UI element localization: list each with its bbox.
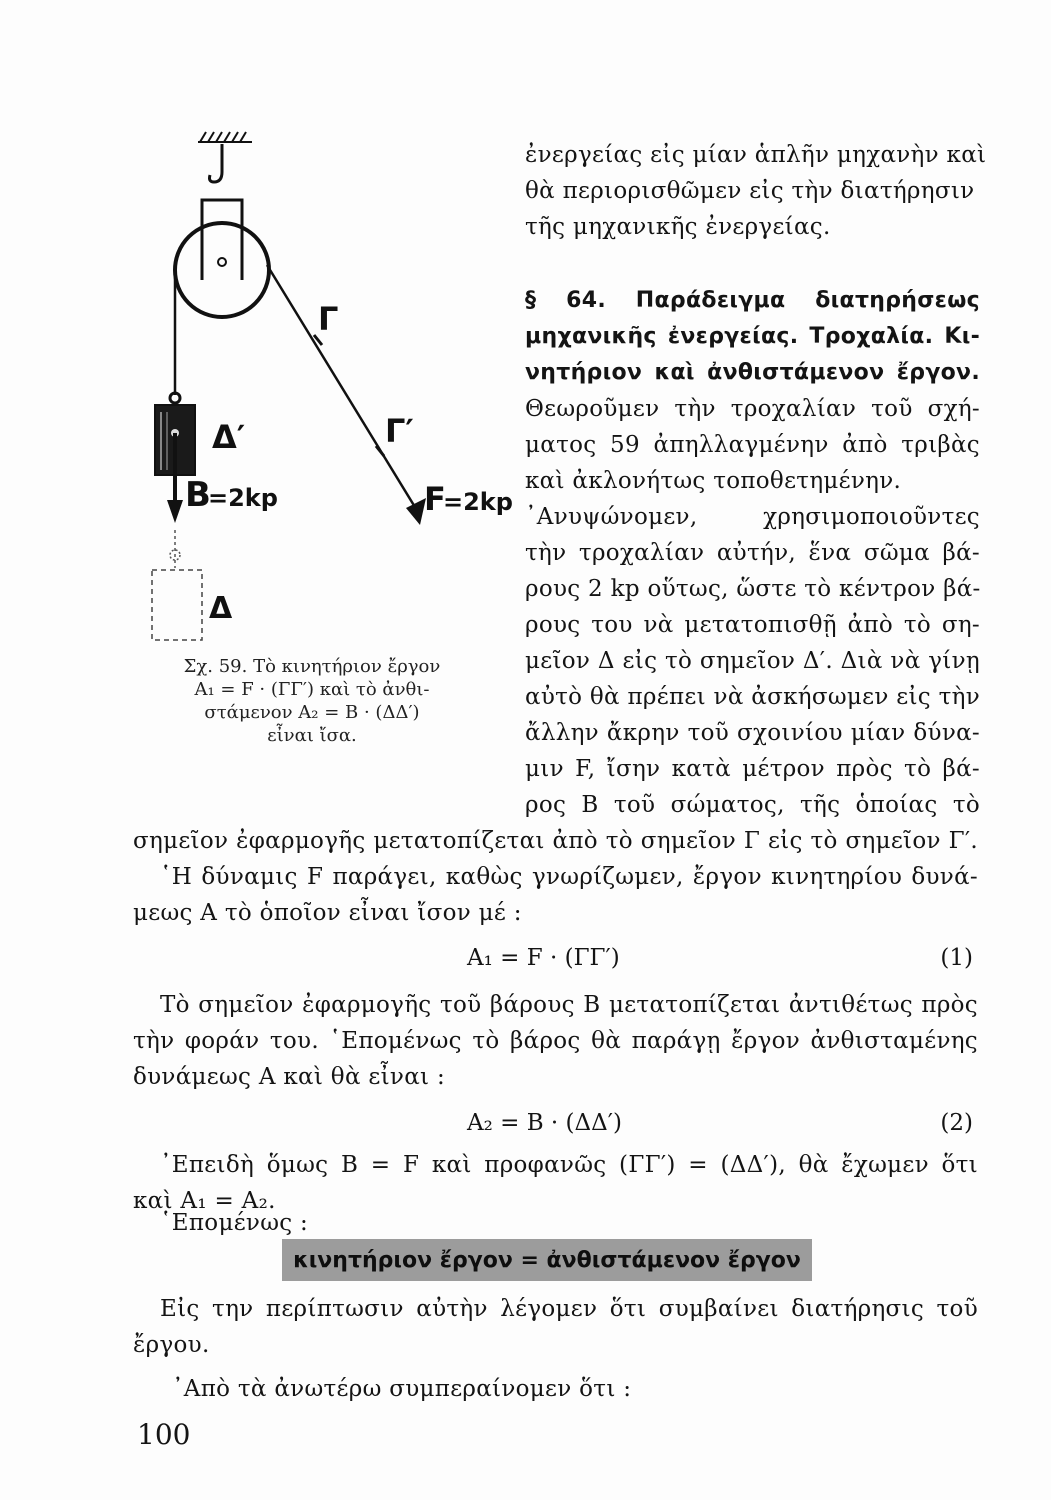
- caption-line: εἶναι ἴσα.: [267, 725, 357, 746]
- intro-line: ἐνεργείας εἰς μίαν ἁπλῆν μηχανὴν καὶ: [525, 142, 987, 168]
- figure-caption: [142, 655, 482, 747]
- right-rope: [267, 265, 418, 512]
- label-delta-prime: Δ′: [212, 418, 246, 456]
- equation-1-number: (1): [940, 945, 973, 971]
- hook: [210, 144, 223, 182]
- section-heading-line: μηχανικῆς ἐνεργείας. Τροχαλία. Κι-: [525, 324, 980, 349]
- paragraph-line: σημεῖον ἐφαρμογῆς μετατοπίζεται ἀπὸ τὸ σημεῖον Γ εἰς τὸ σημεῖον Γ′.: [133, 828, 978, 854]
- pulley-axle: [218, 258, 226, 266]
- paragraph-line: ρος B τοῦ σώματος, τῆς ὁποίας τὸ: [525, 792, 980, 818]
- paragraph-line: αὐτὸ θὰ πρέπει νὰ ἀσκήσωμεν εἰς τὴν: [525, 684, 980, 710]
- paragraph-line: ᾿Απὸ τὰ ἀνωτέρω συμπεραίνομεν ὅτι :: [172, 1376, 632, 1402]
- consequently-label: ῾Επομένως :: [160, 1210, 309, 1236]
- equation-2: A₂ = B · (ΔΔ′): [467, 1110, 622, 1136]
- pulley-bracket: [202, 200, 242, 280]
- paragraph-line: Εἰς την περίπτωσιν αὐτὴν λέγομεν ὅτι συμβαίνει διατήρησις τοῦ: [160, 1296, 978, 1322]
- paragraph-line: ᾿Ανυψώνομεν, χρησιμοποιοῦντες: [525, 504, 980, 530]
- ceiling-hatch: [198, 132, 252, 142]
- paragraph-line: μεως A τὸ ὁποῖον εἶναι ἴσον μέ :: [133, 900, 522, 926]
- caption-line: Σχ. 59. Τὸ κινητήριον ἔργον: [183, 656, 441, 677]
- label-weight-value: =2kp: [208, 484, 278, 512]
- pulley-wheel: [175, 223, 269, 317]
- paragraph-line: καὶ A₁ = A₂.: [133, 1188, 276, 1214]
- dashed-block: [152, 570, 202, 640]
- rope-ring: [170, 393, 180, 403]
- caption-line: στάμενον A₂ = B · (ΔΔ′): [204, 702, 420, 723]
- paragraph-line: καὶ ἀκλονήτως τοποθετημένην.: [525, 468, 902, 494]
- paragraph-line: ρους 2 kp οὕτως, ὥστε τὸ κέντρον βά-: [525, 576, 981, 602]
- intro-line: τῆς μηχανικῆς ἐνεργείας.: [525, 214, 831, 240]
- paragraph-line: ῾Η δύναμις F παράγει, καθὼς γνωρίζωμεν, ἔργον κινητηρίου δυνά-: [160, 864, 978, 890]
- paragraph-line: δυνάμεως A καὶ θὰ εἶναι :: [133, 1064, 446, 1090]
- equation-2-number: (2): [940, 1110, 973, 1136]
- highlighted-statement: κινητήριον ἔργον = ἀνθιστάμενον ἔργον: [282, 1239, 812, 1281]
- section-heading-line: § 64. Παράδειγμα διατηρήσεως: [525, 288, 980, 313]
- paragraph-line: τὴν τροχαλίαν αὐτήν, ἕνα σῶμα βά-: [525, 540, 980, 566]
- section-heading-line: νητήριον καὶ ἀνθιστάμενον ἔργον.: [525, 360, 980, 385]
- label-weight-b: B: [185, 475, 211, 515]
- pulley-figure: [130, 130, 520, 650]
- paragraph-line: μιν F, ἴσην κατὰ μέτρον πρὸς τὸ βά-: [525, 756, 980, 782]
- force-arrowhead: [406, 498, 426, 525]
- label-force-f: F: [424, 480, 446, 518]
- paragraph-line: μεῖον Δ εἰς τὸ σημεῖον Δ′. Διὰ νὰ γίνῃ: [525, 648, 980, 674]
- label-delta: Δ: [209, 591, 233, 626]
- paragraph-line: ᾿Επειδὴ ὅμως B = F καὶ προφανῶς (ΓΓ′) = (ΔΔ′), θὰ ἔχωμεν ὅτι: [160, 1152, 978, 1178]
- paragraph-line: Τὸ σημεῖον ἐφαρμογῆς τοῦ βάρους B μετατοπίζεται ἀντιθέτως πρὸς: [160, 992, 978, 1018]
- intro-line: θὰ περιορισθῶμεν εἰς τὴν διατήρησιν: [525, 178, 975, 204]
- page-number: 100: [137, 1418, 191, 1451]
- paragraph-line: τὴν φοράν του. ῾Επομένως τὸ βάρος θὰ παράγῃ ἔργον ἀνθισταμένης: [133, 1028, 978, 1054]
- label-gamma-prime: Γ′: [385, 412, 414, 450]
- caption-line: A₁ = F · (ΓΓ′) καὶ τὸ ἀνθι-: [194, 679, 430, 700]
- equation-1: A₁ = F · (ΓΓ′): [467, 945, 620, 971]
- paragraph-line: ἄλλην ἄκρην τοῦ σχοινίου μίαν δύνα-: [525, 720, 980, 746]
- label-force-value: =2kp: [443, 488, 513, 516]
- paragraph-line: ρους του νὰ μετατοπισθῇ ἀπὸ τὸ ση-: [525, 612, 980, 638]
- paragraph-line: Θεωροῦμεν τὴν τροχαλίαν τοῦ σχή-: [525, 396, 980, 422]
- label-gamma: Γ: [318, 300, 339, 338]
- paragraph-line: ματος 59 ἀπηλλαγμένην ἀπὸ τριβὰς: [525, 432, 980, 458]
- paragraph-line: ἔργου.: [133, 1332, 210, 1358]
